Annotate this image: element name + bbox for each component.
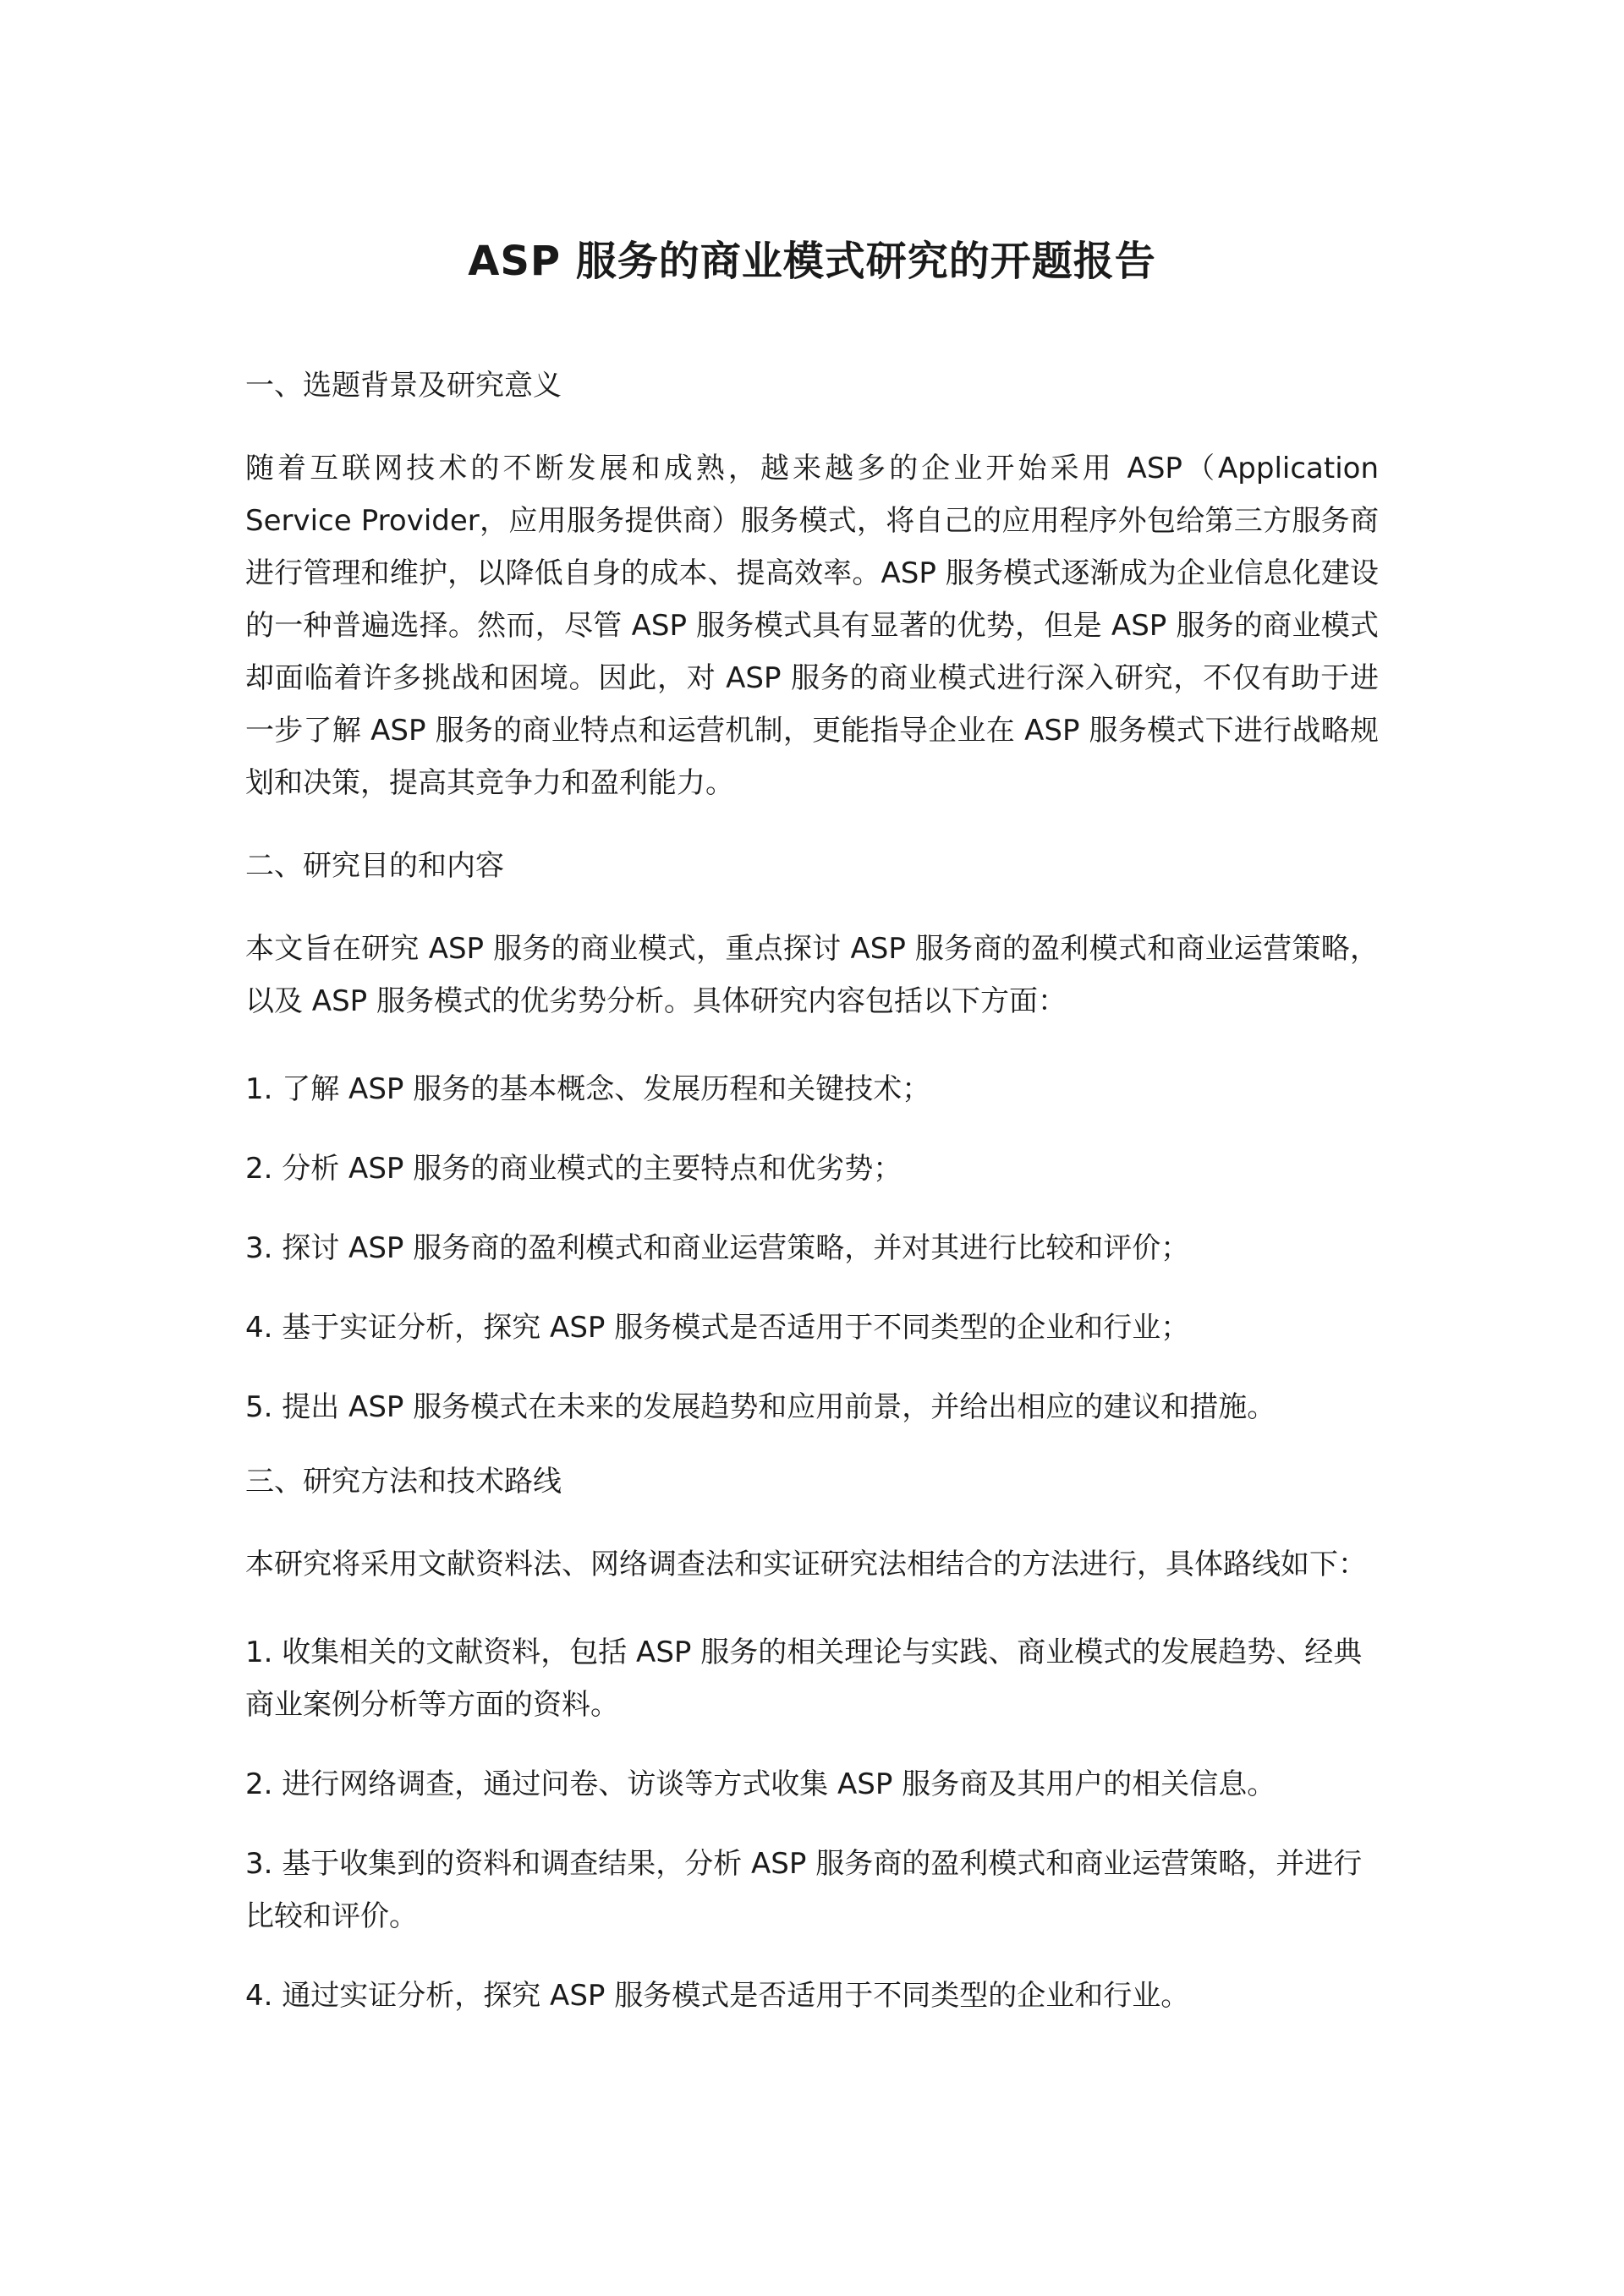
objectives-list-item: 3. 探讨 ASP 服务商的盈利模式和商业运营策略，并对其进行比较和评价； — [245, 1231, 1190, 1265]
methods-list-item: 3. 基于收集到的资料和调查结果，分析 ASP 服务商的盈利模式和商业运营策略，并进行比较和评价。 — [245, 1847, 1363, 1933]
background-paragraph: 随着互联网技术的不断发展和成熟，越来越多的企业开始采用 ASP（Application Service Provider，应用服务提供商）服务模式，将自己的应用程序外包给第三方服务商进行管理和维护，以降低自身的成本、提高效率。ASP 服务模式逐渐成为企业信息化建设的一种普遍选择。然而，尽管 ASP 服务模式具有显著的优势，但是 ASP 服务的商业模式却面临着许多挑战和困境。因此，对 ASP 服务的商业模式进行深入研究，不仅有助于进一步了解 ASP 服务的商业特点和运营机制，更能指导企业在 ASP 服务模式下进行战略规划和决策，提高其竞争力和盈利能力。 — [245, 452, 1379, 800]
methods-list-item: 1. 收集相关的文献资料，包括 ASP 服务的相关理论与实践、商业模式的发展趋势、经典商业案例分析等方面的资料。 — [245, 1636, 1363, 1722]
methods-intro-paragraph: 本研究将采用文献资料法、网络调查法和实证研究法相结合的方法进行，具体路线如下： — [245, 1548, 1367, 1581]
section-heading-methods: 三、研究方法和技术路线 — [245, 1465, 562, 1499]
section-heading-objectives: 二、研究目的和内容 — [245, 849, 504, 883]
objectives-list-item: 5. 提出 ASP 服务模式在未来的发展趋势和应用前景，并给出相应的建议和措施。 — [245, 1390, 1276, 1424]
objectives-intro-paragraph: 本文旨在研究 ASP 服务的商业模式，重点探讨 ASP 服务商的盈利模式和商业运营策略，以及 ASP 服务模式的优劣势分析。具体研究内容包括以下方面： — [245, 932, 1379, 1018]
objectives-list-item: 4. 基于实证分析，探究 ASP 服务模式是否适用于不同类型的企业和行业； — [245, 1311, 1190, 1345]
document-title: ASP 服务的商业模式研究的开题报告 — [468, 238, 1156, 285]
methods-list-item: 2. 进行网络调查，通过问卷、访谈等方式收集 ASP 服务商及其用户的相关信息。 — [245, 1767, 1276, 1801]
methods-list-item: 4. 通过实证分析，探究 ASP 服务模式是否适用于不同类型的企业和行业。 — [245, 1979, 1190, 2013]
objectives-list-item: 2. 分析 ASP 服务的商业模式的主要特点和优劣势； — [245, 1152, 903, 1186]
section-heading-background: 一、选题背景及研究意义 — [245, 369, 562, 403]
objectives-list-item: 1. 了解 ASP 服务的基本概念、发展历程和关键技术； — [245, 1072, 931, 1106]
